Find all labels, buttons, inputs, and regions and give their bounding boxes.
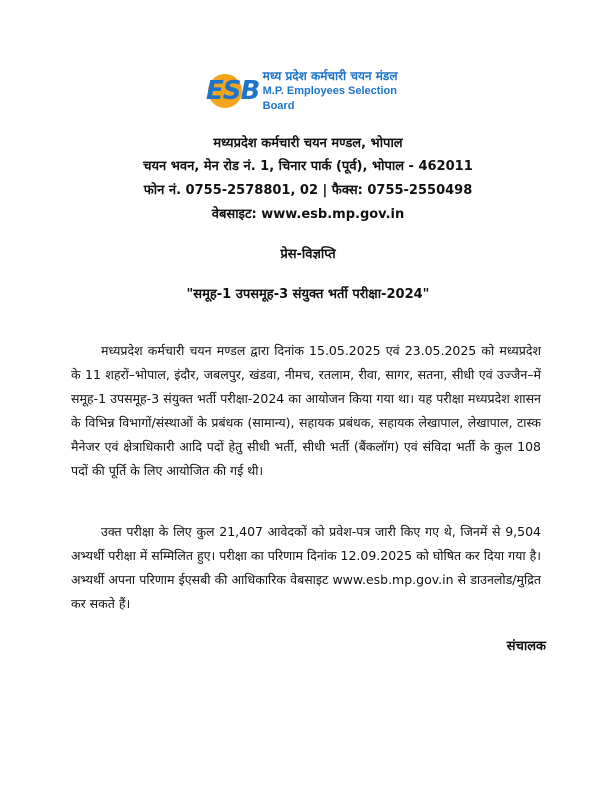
logo-letters: ESB <box>206 76 260 106</box>
body-paragraph-1: मध्यप्रदेश कर्मचारी चयन मण्डल द्वारा दिनांक 15.05.2025 एवं 23.05.2025 को मध्यप्रदेश के 11 शहरों–भोपाल, इंदौर, जबलपुर, खंडवा, नीमच, रतलाम, रीवा, सागर, सतना, सीधी एवं उज्जैन–में समूह-1 उपसमूह-3 संयुक्त भर्ती परीक्षा-2024 का आयोजन किया गया था। यह परीक्षा मध्यप्रदेश शासन के विभिन्न विभागों/संस्थाओं के प्रबंधक (सामान्य), सहायक प्रबंधक, सहायक लेखापाल, लेखापाल, टास्क मैनेजर एवं क्षेत्राधिकारी आदि पदों हेतु सीधी भर्ती, सीधी भर्ती (बैंकलॉग) एवं संविदा भर्ती के कुल 108 पदों की पूर्ति के लिए आयोजित की गई थी। <box>71 342 541 478</box>
org-name: मध्यप्रदेश कर्मचारी चयन मण्डल, भोपाल <box>213 136 403 151</box>
org-website: वेबसाइट: www.esb.mp.gov.in <box>211 207 405 222</box>
press-release-label: प्रेस-विज्ञप्ति <box>280 247 336 262</box>
esb-logo <box>206 68 422 112</box>
logo-english-name: M.P. Employees Selection Board <box>262 84 397 112</box>
notice-title: "समूह-1 उपसमूह-3 संयुक्त भर्ती परीक्षा-2024" <box>186 287 430 302</box>
org-phone-fax: फोन नं. 0755-2578801, 02 | फैक्स: 0755-2550498 <box>143 183 473 198</box>
logo-text <box>263 69 422 114</box>
signature: संचालक <box>506 639 546 654</box>
logo-hindi-name: मध्य प्रदेश कर्मचारी चयन मंडल <box>262 68 398 83</box>
org-address: चयन भवन, मेन रोड नं. 1, चिनार पार्क (पूर्व), भोपाल - 462011 <box>143 159 473 174</box>
body-paragraph-2: उक्त परीक्षा के लिए कुल 21,407 आवेदकों को प्रवेश-पत्र जारी किए गए थे, जिनमें से 9,504 अभ्यर्थी परीक्षा में सम्मिलित हुए। परीक्षा का परिणाम दिनांक 12.09.2025 को घोषित कर दिया गया है। अभ्यर्थी अपना परिणाम ईएसबी की आधिकारिक वेबसाइट www.esb.mp.gov.in से डाउनलोड/मुद्रित कर सकते हैं। <box>71 523 541 611</box>
esb-logo-mark <box>206 72 261 110</box>
